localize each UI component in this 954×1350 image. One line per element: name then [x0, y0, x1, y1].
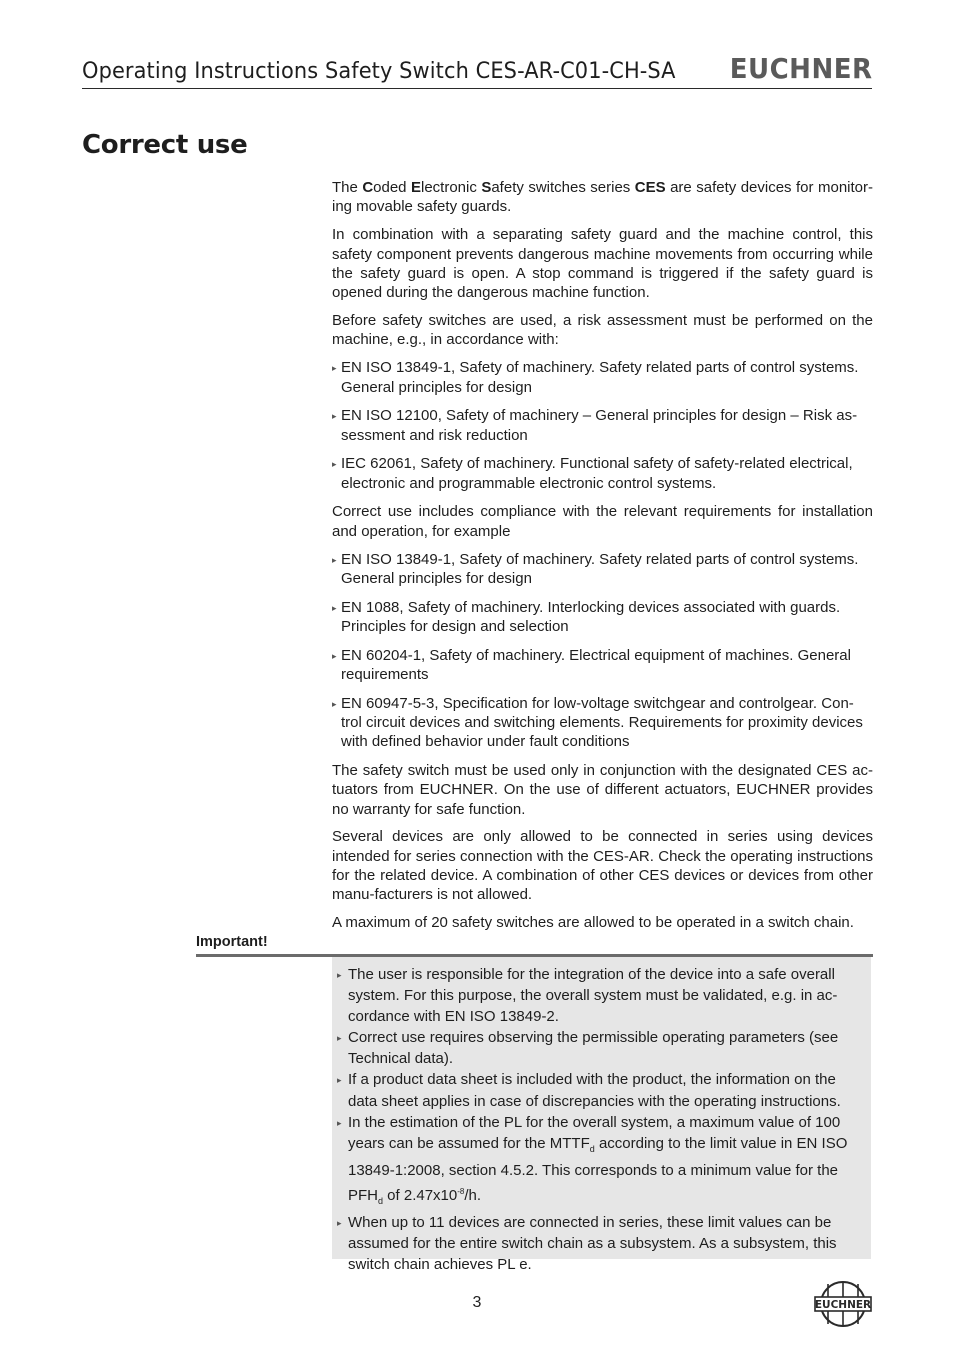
text-run: lectronic: [421, 179, 482, 196]
text-run: /h.: [464, 1186, 482, 1204]
combination-paragraph: In combination with a separating safety guard and the machine control, this safety component prevents dangerous machine movements from occurring while the safety guard is open. A stop command is triggered if the safety guard is opened during the dangerous machine function.: [332, 226, 873, 302]
text-run: The: [332, 179, 363, 196]
text-run-bold: E: [410, 179, 421, 196]
list-item: ▸ Correct use requires observing the permissible operating parameters (see Technical data).: [348, 1027, 859, 1069]
superscript: -8: [457, 1186, 465, 1196]
important-label: Important!: [196, 934, 268, 950]
list-item: ▸ EN 60204-1, Safety of machinery. Electrical equipment of machines. General requirements: [332, 646, 873, 685]
text-run-bold: S: [481, 179, 492, 196]
list-item: ▸ EN ISO 12100, Safety of machinery – General principles for design – Risk as-sessment and risk reduction: [332, 406, 873, 445]
main-content: [332, 178, 873, 941]
page-header: [82, 50, 872, 89]
list-item: ▸ EN 1088, Safety of machinery. Interlocking devices associated with guards. Principles for design and selection: [332, 598, 873, 637]
euchner-logo: EUCHNER: [729, 52, 872, 85]
page-number: 3: [472, 1294, 482, 1311]
document-title: Operating Instructions Safety Switch CES-AR-C01-CH-SA: [82, 58, 676, 84]
list-item: ▸ EN 60947-5-3, Specification for low-voltage switchgear and controlgear. Con-trol circuit devices and switching elements. Requirements for proximity devices with defined behavior under fault conditions: [332, 694, 873, 752]
text-run-bold: C: [362, 179, 374, 196]
text-run-bold: CES: [634, 179, 666, 196]
risk-standards-list: [332, 358, 873, 493]
install-standards-list: [332, 550, 873, 752]
series-paragraph: Several devices are only allowed to be connected in series using devices intended for series connection with the CES-AR. Check the operating instructions for the related device. A combination of other CES devices or devices from other manu-facturers is not allowed.: [332, 828, 873, 904]
section-title: Correct use: [82, 130, 248, 160]
important-list: [332, 957, 871, 1275]
emblem-text: EUCHNER: [814, 1299, 872, 1311]
subscript: d: [378, 1195, 384, 1206]
text-run: afety switches series: [491, 179, 635, 196]
list-item: ▸ EN ISO 13849-1, Safety of machinery. Safety related parts of control systems. General principles for design: [332, 550, 873, 589]
text-run: In the estimation of the PL for the overall system, a maximum value of 100 years can be assumed for the MTTF: [348, 1113, 841, 1152]
compliance-paragraph: Correct use includes compliance with the relevant requirements for installation and operation, for example: [332, 503, 873, 540]
list-item: ▸ EN ISO 13849-1, Safety of machinery. Safety related parts of control systems. General principles for design: [332, 358, 873, 397]
text-run: oded: [373, 179, 411, 196]
list-item: ▸ If a product data sheet is included with the product, the information on the data sheet applies in case of discrepancies with the operating instructions.: [348, 1069, 859, 1111]
list-item: ▸ The user is responsible for the integration of the device into a safe overall system. For this purpose, the overall system must be validated, e.g. in ac-cordance with EN ISO 13849-2.: [348, 964, 859, 1027]
important-box: [332, 957, 871, 1274]
actuator-paragraph: The safety switch must be used only in conjunction with the designated CES ac-tuators from EUCHNER. On the use of different actuators, EUCHNER provides no warranty for safe function.: [332, 761, 873, 818]
risk-assessment-paragraph: Before safety switches are used, a risk assessment must be performed on the machine, e.g., in accordance with:: [332, 312, 873, 349]
switch-chain-paragraph: A maximum of 20 safety switches are allowed to be operated in a switch chain.: [332, 914, 854, 932]
intro-paragraph: [332, 178, 873, 217]
subscript: d: [589, 1143, 595, 1154]
list-item: ▸ When up to 11 devices are connected in series, these limit values can be assumed for the entire switch chain as a subsystem. As a subsystem, this switch chain achieves PL e.: [348, 1212, 859, 1275]
text-run: according to the limit value in EN ISO 13849-1:2008, section 4.5.2. This corresponds to a minimum value for the PFH: [348, 1134, 848, 1204]
list-item: ▸ IEC 62061, Safety of machinery. Functional safety of safety-related electrical, electronic and programmable electronic control systems.: [332, 454, 873, 493]
euchner-emblem-icon: [814, 1280, 872, 1328]
text-run: are safety devices for monitor-ing movable safety guards.: [332, 179, 873, 216]
list-item: [348, 1112, 859, 1212]
text-run: of 2.47x10: [383, 1186, 458, 1204]
